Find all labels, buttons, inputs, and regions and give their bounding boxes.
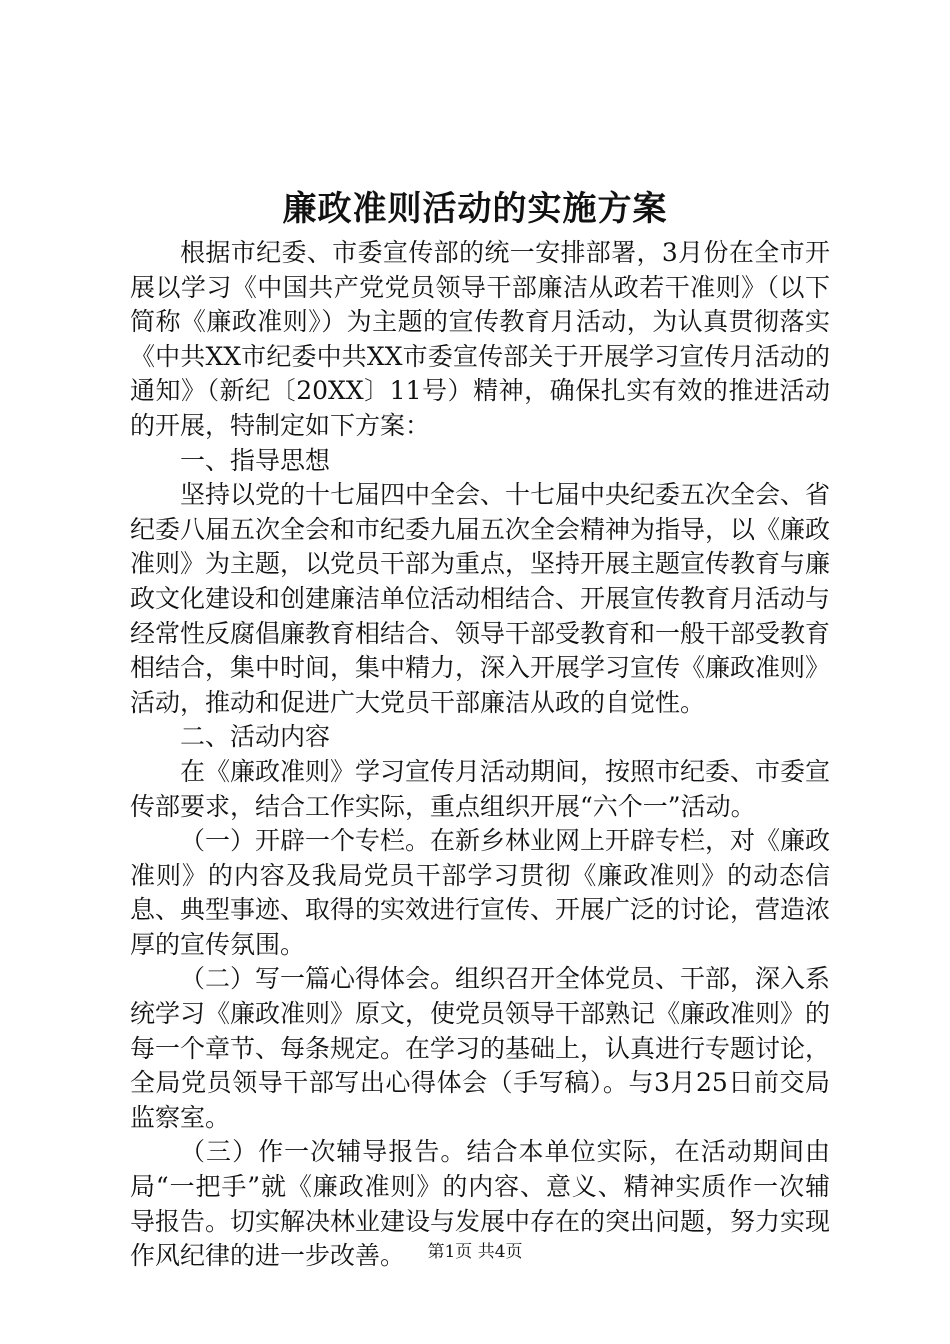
guiding-ideology-paragraph: 坚持以党的十七届四中全会、十七届中央纪委五次全会、省纪委八届五次全会和市纪委九届五次全会精神为指导，以《廉政准则》为主题，以党员干部为重点，坚持开展主题宣传教育与廉政文化建设和创建廉洁单位活动相结合、开展宣传教育月活动与经常性反腐倡廉教育相结合、领导干部受教育和一般干部受教育相结合，集中时间，集中精力，深入开展学习宣传《廉政准则》活动，推动和促进广大党员干部廉洁从政的自觉性。	[130, 480, 831, 717]
page-number-footer: 第1页 共4页	[427, 1242, 523, 1262]
activity-item-essay: （二）写一篇心得体会。组织召开全体党员、干部，深入系统学习《廉政准则》原文，使党员领导干部熟记《廉政准则》的每一个章节、每条规定。在学习的基础上，认真进行专题讨论，全局党员领导干部写出心得体会（手写稿）。与3月25日前交局监察室。	[130, 964, 831, 1132]
section-heading-activity-content: 二、活动内容	[180, 722, 331, 752]
activity-content-paragraph: 在《廉政准则》学习宣传月活动期间，按照市纪委、市委宣传部要求，结合工作实际，重点组织开展“六个一”活动。	[130, 756, 831, 821]
activity-item-report: （三）作一次辅导报告。结合本单位实际，在活动期间由局“一把手”就《廉政准则》的内容、意义、精神实质作一次辅导报告。切实解决林业建设与发展中存在的突出问题，努力实现作风纪律的进一步改善。	[130, 1137, 831, 1271]
intro-paragraph: 根据市纪委、市委宣传部的统一安排部署，3月份在全市开展以学习《中国共产党党员领导干部廉洁从政若干准则》（以下简称《廉政准则》）为主题的宣传教育月活动，为认真贯彻落实《中共XX市纪委中共XX市委宣传部关于开展学习宣传月活动的通知》（新纪〔20XX〕11号）精神，确保扎实有效的推进活动的开展，特制定如下方案：	[130, 238, 830, 440]
document-title: 廉政准则活动的实施方案	[282, 189, 668, 229]
activity-item-column: （一）开辟一个专栏。在新乡林业网上开辟专栏，对《廉政准则》的内容及我局党员干部学习贯彻《廉政准则》的动态信息、典型事迹、取得的实效进行宣传、开展广泛的讨论，营造浓厚的宣传氛围。	[130, 826, 831, 959]
document-body	[130, 236, 830, 1274]
section-heading-guiding-ideology: 一、指导思想	[180, 445, 331, 475]
